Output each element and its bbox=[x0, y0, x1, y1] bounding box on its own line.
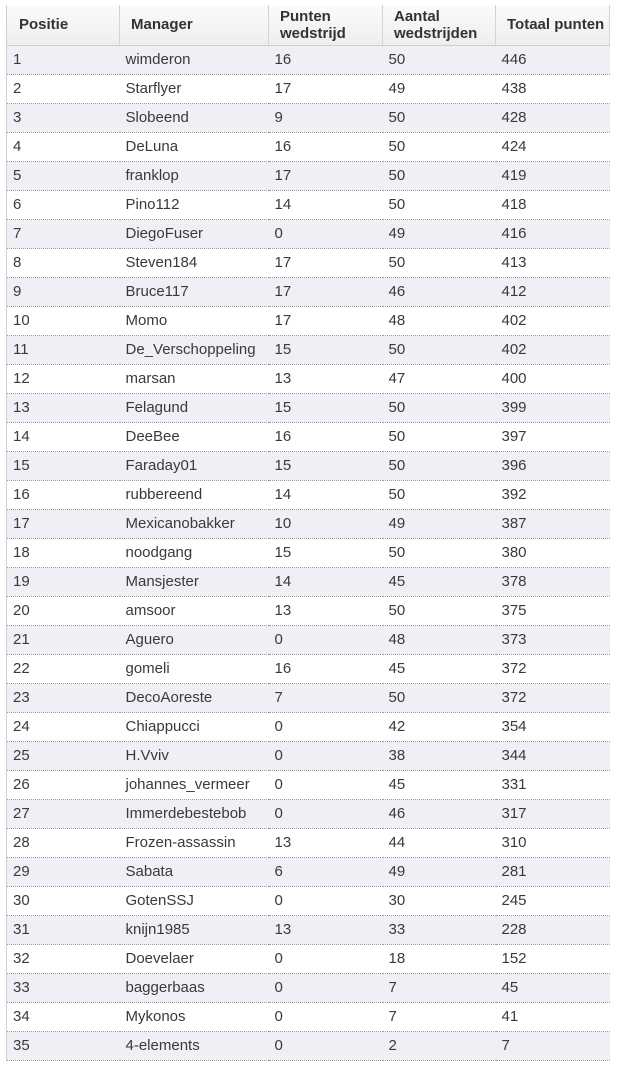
match-points-cell: 17 bbox=[269, 277, 383, 306]
position-cell: 33 bbox=[7, 973, 120, 1002]
table-body bbox=[7, 45, 610, 1060]
table-header bbox=[7, 5, 610, 45]
match-points-cell: 13 bbox=[269, 596, 383, 625]
manager-cell[interactable]: Steven184 bbox=[120, 248, 269, 277]
matches-played-cell: 33 bbox=[383, 915, 496, 944]
table-row bbox=[7, 306, 610, 335]
manager-cell[interactable]: franklop bbox=[120, 161, 269, 190]
total-points-cell: 354 bbox=[496, 712, 610, 741]
total-points-cell: 396 bbox=[496, 451, 610, 480]
match-points-cell: 9 bbox=[269, 103, 383, 132]
table-row bbox=[7, 886, 610, 915]
position-cell: 1 bbox=[7, 45, 120, 74]
matches-played-cell: 46 bbox=[383, 277, 496, 306]
total-points-cell: 400 bbox=[496, 364, 610, 393]
column-header-totaal-punten[interactable]: Totaal punten bbox=[496, 5, 610, 45]
match-points-cell: 0 bbox=[269, 625, 383, 654]
match-points-cell: 17 bbox=[269, 74, 383, 103]
match-points-cell: 0 bbox=[269, 973, 383, 1002]
table-row bbox=[7, 770, 610, 799]
table-row bbox=[7, 74, 610, 103]
matches-played-cell: 7 bbox=[383, 973, 496, 1002]
total-points-cell: 317 bbox=[496, 799, 610, 828]
position-cell: 23 bbox=[7, 683, 120, 712]
total-points-cell: 281 bbox=[496, 857, 610, 886]
manager-cell[interactable]: DeLuna bbox=[120, 132, 269, 161]
match-points-cell: 0 bbox=[269, 886, 383, 915]
matches-played-cell: 50 bbox=[383, 103, 496, 132]
position-cell: 30 bbox=[7, 886, 120, 915]
manager-cell[interactable]: marsan bbox=[120, 364, 269, 393]
match-points-cell: 14 bbox=[269, 190, 383, 219]
total-points-cell: 375 bbox=[496, 596, 610, 625]
position-cell: 35 bbox=[7, 1031, 120, 1060]
total-points-cell: 397 bbox=[496, 422, 610, 451]
table-row bbox=[7, 509, 610, 538]
position-cell: 28 bbox=[7, 828, 120, 857]
total-points-cell: 416 bbox=[496, 219, 610, 248]
table-row bbox=[7, 596, 610, 625]
matches-played-cell: 48 bbox=[383, 625, 496, 654]
table-row bbox=[7, 480, 610, 509]
table-row bbox=[7, 712, 610, 741]
position-cell: 22 bbox=[7, 654, 120, 683]
position-cell: 2 bbox=[7, 74, 120, 103]
matches-played-cell: 7 bbox=[383, 1002, 496, 1031]
manager-cell[interactable]: rubbereend bbox=[120, 480, 269, 509]
match-points-cell: 17 bbox=[269, 248, 383, 277]
manager-cell[interactable]: gomeli bbox=[120, 654, 269, 683]
position-cell: 26 bbox=[7, 770, 120, 799]
matches-played-cell: 50 bbox=[383, 538, 496, 567]
matches-played-cell: 46 bbox=[383, 799, 496, 828]
matches-played-cell: 50 bbox=[383, 451, 496, 480]
position-cell: 5 bbox=[7, 161, 120, 190]
column-header-positie[interactable]: Positie bbox=[7, 5, 120, 45]
manager-cell[interactable]: DecoAoreste bbox=[120, 683, 269, 712]
matches-played-cell: 47 bbox=[383, 364, 496, 393]
total-points-cell: 438 bbox=[496, 74, 610, 103]
manager-cell[interactable]: Bruce117 bbox=[120, 277, 269, 306]
matches-played-cell: 50 bbox=[383, 161, 496, 190]
position-cell: 14 bbox=[7, 422, 120, 451]
manager-cell[interactable]: johannes_vermeer bbox=[120, 770, 269, 799]
match-points-cell: 0 bbox=[269, 219, 383, 248]
column-header-aantal-wedstrijden[interactable]: Aantal wedstrijden bbox=[383, 5, 496, 45]
matches-played-cell: 49 bbox=[383, 74, 496, 103]
matches-played-cell: 49 bbox=[383, 857, 496, 886]
matches-played-cell: 18 bbox=[383, 944, 496, 973]
matches-played-cell: 30 bbox=[383, 886, 496, 915]
match-points-cell: 10 bbox=[269, 509, 383, 538]
manager-cell[interactable]: DeeBee bbox=[120, 422, 269, 451]
matches-played-cell: 50 bbox=[383, 480, 496, 509]
table-row bbox=[7, 277, 610, 306]
total-points-cell: 373 bbox=[496, 625, 610, 654]
match-points-cell: 15 bbox=[269, 538, 383, 567]
manager-cell[interactable]: Pino112 bbox=[120, 190, 269, 219]
total-points-cell: 7 bbox=[496, 1031, 610, 1060]
match-points-cell: 0 bbox=[269, 1002, 383, 1031]
manager-cell[interactable]: Faraday01 bbox=[120, 451, 269, 480]
match-points-cell: 16 bbox=[269, 422, 383, 451]
match-points-cell: 0 bbox=[269, 944, 383, 973]
total-points-cell: 378 bbox=[496, 567, 610, 596]
standings-table bbox=[6, 5, 610, 1061]
match-points-cell: 0 bbox=[269, 799, 383, 828]
manager-cell[interactable]: De_Verschoppeling bbox=[120, 335, 269, 364]
position-cell: 9 bbox=[7, 277, 120, 306]
position-cell: 17 bbox=[7, 509, 120, 538]
manager-cell[interactable]: baggerbaas bbox=[120, 973, 269, 1002]
matches-played-cell: 49 bbox=[383, 509, 496, 538]
match-points-cell: 14 bbox=[269, 567, 383, 596]
total-points-cell: 387 bbox=[496, 509, 610, 538]
column-header-punten-wedstrijd[interactable]: Punten wedstrijd bbox=[269, 5, 383, 45]
manager-cell[interactable]: DiegoFuser bbox=[120, 219, 269, 248]
table-row bbox=[7, 248, 610, 277]
table-row bbox=[7, 422, 610, 451]
total-points-cell: 424 bbox=[496, 132, 610, 161]
table-row bbox=[7, 567, 610, 596]
match-points-cell: 14 bbox=[269, 480, 383, 509]
position-cell: 6 bbox=[7, 190, 120, 219]
matches-played-cell: 50 bbox=[383, 248, 496, 277]
matches-played-cell: 44 bbox=[383, 828, 496, 857]
position-cell: 19 bbox=[7, 567, 120, 596]
matches-played-cell: 45 bbox=[383, 770, 496, 799]
total-points-cell: 372 bbox=[496, 654, 610, 683]
position-cell: 20 bbox=[7, 596, 120, 625]
position-cell: 18 bbox=[7, 538, 120, 567]
manager-cell[interactable]: Frozen-assassin bbox=[120, 828, 269, 857]
match-points-cell: 16 bbox=[269, 654, 383, 683]
manager-cell[interactable]: Mansjester bbox=[120, 567, 269, 596]
total-points-cell: 41 bbox=[496, 1002, 610, 1031]
position-cell: 27 bbox=[7, 799, 120, 828]
match-points-cell: 17 bbox=[269, 306, 383, 335]
position-cell: 24 bbox=[7, 712, 120, 741]
table-row bbox=[7, 625, 610, 654]
table-row bbox=[7, 799, 610, 828]
table-row bbox=[7, 654, 610, 683]
total-points-cell: 412 bbox=[496, 277, 610, 306]
match-points-cell: 16 bbox=[269, 132, 383, 161]
matches-played-cell: 50 bbox=[383, 190, 496, 219]
position-cell: 11 bbox=[7, 335, 120, 364]
matches-played-cell: 2 bbox=[383, 1031, 496, 1060]
standings-table-container bbox=[6, 5, 609, 1061]
matches-played-cell: 50 bbox=[383, 45, 496, 74]
table-row bbox=[7, 451, 610, 480]
manager-cell[interactable]: H.Vviv bbox=[120, 741, 269, 770]
match-points-cell: 0 bbox=[269, 770, 383, 799]
manager-cell[interactable]: Starflyer bbox=[120, 74, 269, 103]
manager-cell[interactable]: wimderon bbox=[120, 45, 269, 74]
total-points-cell: 45 bbox=[496, 973, 610, 1002]
match-points-cell: 17 bbox=[269, 161, 383, 190]
table-row bbox=[7, 161, 610, 190]
total-points-cell: 331 bbox=[496, 770, 610, 799]
total-points-cell: 428 bbox=[496, 103, 610, 132]
manager-cell[interactable]: 4-elements bbox=[120, 1031, 269, 1060]
matches-played-cell: 50 bbox=[383, 422, 496, 451]
total-points-cell: 402 bbox=[496, 335, 610, 364]
matches-played-cell: 50 bbox=[383, 335, 496, 364]
position-cell: 13 bbox=[7, 393, 120, 422]
matches-played-cell: 50 bbox=[383, 132, 496, 161]
match-points-cell: 7 bbox=[269, 683, 383, 712]
matches-played-cell: 45 bbox=[383, 567, 496, 596]
matches-played-cell: 50 bbox=[383, 393, 496, 422]
table-row bbox=[7, 741, 610, 770]
total-points-cell: 418 bbox=[496, 190, 610, 219]
table-row bbox=[7, 132, 610, 161]
manager-cell[interactable]: Momo bbox=[120, 306, 269, 335]
manager-cell[interactable]: amsoor bbox=[120, 596, 269, 625]
manager-cell[interactable]: Mexicanobakker bbox=[120, 509, 269, 538]
table-row bbox=[7, 393, 610, 422]
match-points-cell: 13 bbox=[269, 364, 383, 393]
manager-cell[interactable]: Doevelaer bbox=[120, 944, 269, 973]
match-points-cell: 0 bbox=[269, 741, 383, 770]
manager-cell[interactable]: Chiappucci bbox=[120, 712, 269, 741]
match-points-cell: 0 bbox=[269, 712, 383, 741]
table-row bbox=[7, 944, 610, 973]
table-row bbox=[7, 364, 610, 393]
total-points-cell: 413 bbox=[496, 248, 610, 277]
table-row bbox=[7, 828, 610, 857]
manager-cell[interactable]: Felagund bbox=[120, 393, 269, 422]
match-points-cell: 0 bbox=[269, 1031, 383, 1060]
manager-cell[interactable]: Slobeend bbox=[120, 103, 269, 132]
manager-cell[interactable]: Immerdebestebob bbox=[120, 799, 269, 828]
position-cell: 15 bbox=[7, 451, 120, 480]
total-points-cell: 310 bbox=[496, 828, 610, 857]
table-row bbox=[7, 335, 610, 364]
table-row bbox=[7, 857, 610, 886]
total-points-cell: 392 bbox=[496, 480, 610, 509]
manager-cell[interactable]: GotenSSJ bbox=[120, 886, 269, 915]
matches-played-cell: 50 bbox=[383, 596, 496, 625]
table-row bbox=[7, 973, 610, 1002]
matches-played-cell: 42 bbox=[383, 712, 496, 741]
match-points-cell: 15 bbox=[269, 393, 383, 422]
matches-played-cell: 49 bbox=[383, 219, 496, 248]
table-row bbox=[7, 683, 610, 712]
position-cell: 12 bbox=[7, 364, 120, 393]
total-points-cell: 402 bbox=[496, 306, 610, 335]
matches-played-cell: 38 bbox=[383, 741, 496, 770]
matches-played-cell: 45 bbox=[383, 654, 496, 683]
position-cell: 25 bbox=[7, 741, 120, 770]
total-points-cell: 419 bbox=[496, 161, 610, 190]
manager-cell[interactable]: Sabata bbox=[120, 857, 269, 886]
total-points-cell: 446 bbox=[496, 45, 610, 74]
position-cell: 32 bbox=[7, 944, 120, 973]
position-cell: 34 bbox=[7, 1002, 120, 1031]
table-row bbox=[7, 219, 610, 248]
column-header-manager[interactable]: Manager bbox=[120, 5, 269, 45]
total-points-cell: 228 bbox=[496, 915, 610, 944]
total-points-cell: 380 bbox=[496, 538, 610, 567]
manager-cell[interactable]: noodgang bbox=[120, 538, 269, 567]
match-points-cell: 15 bbox=[269, 451, 383, 480]
position-cell: 29 bbox=[7, 857, 120, 886]
position-cell: 4 bbox=[7, 132, 120, 161]
position-cell: 3 bbox=[7, 103, 120, 132]
matches-played-cell: 50 bbox=[383, 683, 496, 712]
position-cell: 31 bbox=[7, 915, 120, 944]
position-cell: 16 bbox=[7, 480, 120, 509]
table-row bbox=[7, 1031, 610, 1060]
total-points-cell: 399 bbox=[496, 393, 610, 422]
table-row bbox=[7, 915, 610, 944]
match-points-cell: 13 bbox=[269, 828, 383, 857]
position-cell: 10 bbox=[7, 306, 120, 335]
match-points-cell: 13 bbox=[269, 915, 383, 944]
matches-played-cell: 48 bbox=[383, 306, 496, 335]
table-row bbox=[7, 190, 610, 219]
match-points-cell: 6 bbox=[269, 857, 383, 886]
total-points-cell: 152 bbox=[496, 944, 610, 973]
total-points-cell: 372 bbox=[496, 683, 610, 712]
position-cell: 21 bbox=[7, 625, 120, 654]
total-points-cell: 344 bbox=[496, 741, 610, 770]
match-points-cell: 15 bbox=[269, 335, 383, 364]
table-row bbox=[7, 1002, 610, 1031]
position-cell: 7 bbox=[7, 219, 120, 248]
position-cell: 8 bbox=[7, 248, 120, 277]
manager-cell[interactable]: Mykonos bbox=[120, 1002, 269, 1031]
manager-cell[interactable]: knijn1985 bbox=[120, 915, 269, 944]
table-row bbox=[7, 538, 610, 567]
table-row bbox=[7, 103, 610, 132]
table-row bbox=[7, 45, 610, 74]
total-points-cell: 245 bbox=[496, 886, 610, 915]
match-points-cell: 16 bbox=[269, 45, 383, 74]
header-row bbox=[7, 5, 610, 45]
manager-cell[interactable]: Aguero bbox=[120, 625, 269, 654]
